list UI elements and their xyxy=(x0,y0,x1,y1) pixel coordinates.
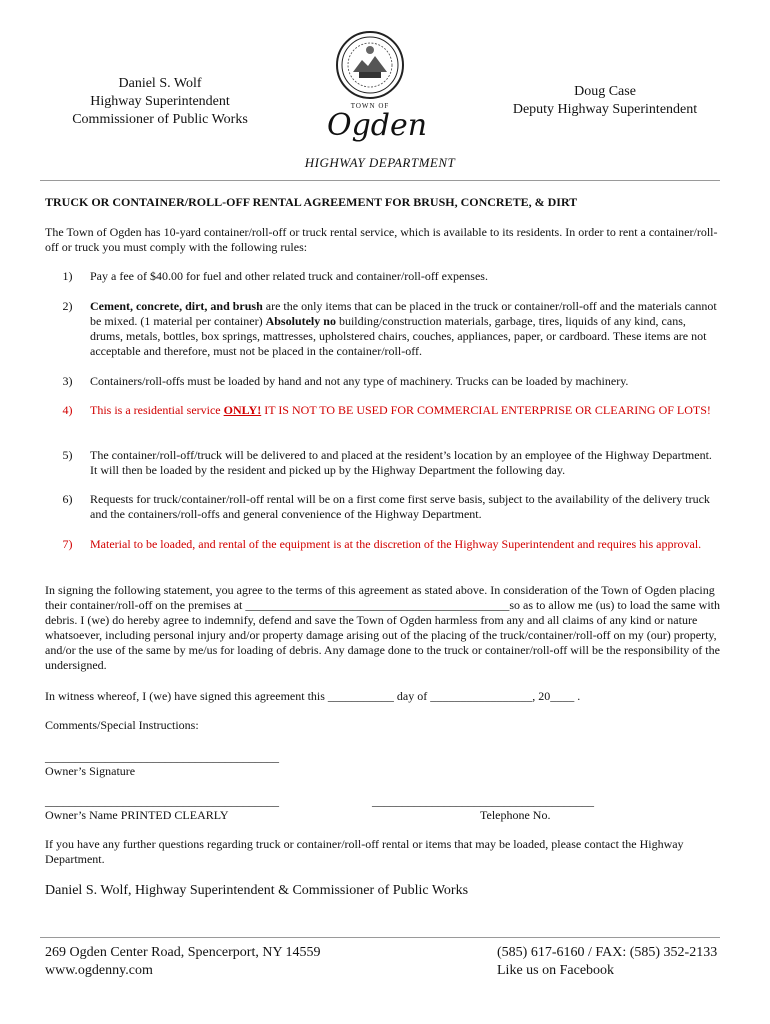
owner-signature-line[interactable]: _______________________________________ xyxy=(45,750,279,764)
deputy-block xyxy=(500,83,710,119)
rule-item-6 xyxy=(45,492,720,522)
owner-name-line[interactable]: _______________________________________ xyxy=(45,794,279,808)
rule-text-part: are the only items that can be placed in the truck or container/roll-off and the materials cannot be mixed. (1 material per container) xyxy=(90,299,717,328)
agreement-title: TRUCK OR CONTAINER/ROLL-OFF RENTAL AGREEMENT FOR BRUSH, CONCRETE, & DIRT xyxy=(45,195,578,209)
footer-right xyxy=(497,944,717,980)
rule-bold-materials: Cement, concrete, dirt, and brush xyxy=(90,299,263,313)
rule-number: 6) xyxy=(62,492,73,506)
telephone-line[interactable]: _____________________________________ xyxy=(372,794,594,808)
footer-divider xyxy=(40,937,720,938)
agreement-paragraph: In signing the following statement, you agree to the terms of this agreement as stated above. In consideration of the Town of Ogden placing their container/roll-off on the premises at ____________________________________________so as to allow me (us) to load the same with debris. I (we) do hereby agree to indemnify, defend and save the Town of Ogden harmless from any and all claims of any kind or nature whatsoever, including personal injury and/or property damage arising out of the placing of the truck/container/roll-off on my (our) property, and/or the use of the same by me/us for loading of debris. Any damage done to the truck or container/roll-off will be the responsibility of the undersigned. xyxy=(45,583,721,672)
rule-item-4 xyxy=(45,403,720,418)
witness-statement: In witness whereof, I (we) have signed this agreement this ___________ day of _________________, 20____ . xyxy=(45,689,581,703)
rule-text xyxy=(90,299,720,359)
rule-item-7 xyxy=(45,537,720,552)
rule-text-part: This is a residential service xyxy=(90,403,224,417)
logo-town-name: Ogden xyxy=(327,108,428,143)
superintendent-title: Highway Superintendent xyxy=(90,94,230,109)
closing-signature: Daniel S. Wolf, Highway Superintendent & Commissioner of Public Works xyxy=(45,883,469,898)
footer-website[interactable]: www.ogdenny.com xyxy=(45,963,153,978)
rule-emphasis: ONLY! xyxy=(223,403,262,417)
comments-label: Comments/Special Instructions: xyxy=(45,718,199,732)
rule-number: 2) xyxy=(62,299,73,313)
department-name: HIGHWAY DEPARTMENT xyxy=(304,155,456,170)
rule-text-part: IT IS NOT TO BE USED FOR COMMERCIAL ENTERPRISE OR CLEARING OF LOTS! xyxy=(261,403,711,417)
superintendent-block xyxy=(60,75,260,129)
telephone-label: Telephone No. xyxy=(480,808,551,822)
rule-number: 3) xyxy=(62,374,73,388)
rule-item-2 xyxy=(45,299,720,359)
rule-text: The container/roll-off/truck will be delivered to and placed at the resident’s location by an employee of the Highway Department. It will then be loaded by the resident and picked up by the Highway Department the following day. xyxy=(90,448,712,477)
rule-number: 7) xyxy=(62,537,73,551)
rule-number: 4) xyxy=(62,403,73,417)
footer-left xyxy=(45,944,321,980)
rule-text: Requests for truck/container/roll-off rental will be on a first come first serve basis, subject to the availability of the delivery truck and the containers/roll-offs and general convenience of the Highway Department. xyxy=(90,492,710,521)
superintendent-name: Daniel S. Wolf xyxy=(118,76,202,91)
owner-signature-label: Owner’s Signature xyxy=(45,764,136,778)
footer-facebook-link[interactable]: Like us on Facebook xyxy=(497,963,615,978)
rule-item-3 xyxy=(45,374,720,389)
town-seal-icon xyxy=(335,30,405,100)
rule-number: 5) xyxy=(62,448,73,462)
deputy-title: Deputy Highway Superintendent xyxy=(512,102,698,117)
rule-text-part: building/construction materials, garbage, tires, liquids of any kind, cans, drums, metals, bottles, box springs, mattresses, upholstered chairs, couches, appliances, paper, or cardboard. These items are not acceptable and therefore, must not be placed in the container/roll-off. xyxy=(90,314,707,358)
rule-item-1 xyxy=(45,269,720,284)
rule-text: Pay a fee of $40.00 for fuel and other related truck and container/roll-off expenses. xyxy=(90,269,488,283)
rule-number: 1) xyxy=(62,269,73,283)
header-divider xyxy=(40,180,720,181)
footer-address: 269 Ogden Center Road, Spencerport, NY 14559 xyxy=(45,945,321,960)
rule-text: Containers/roll-offs must be loaded by hand and not any type of machinery. Trucks can be loaded by machinery. xyxy=(90,374,629,388)
deputy-name: Doug Case xyxy=(574,84,636,99)
rule-text xyxy=(90,403,720,418)
logo-town-of: TOWN OF xyxy=(350,102,390,110)
commissioner-title: Commissioner of Public Works xyxy=(72,112,248,127)
questions-paragraph: If you have any further questions regarding truck or container/roll-off rental or items that may be loaded, please contact the Highway Department. xyxy=(45,837,684,866)
owner-name-label: Owner’s Name PRINTED CLEARLY xyxy=(45,808,229,822)
rule-item-5 xyxy=(45,448,720,478)
rule-bold-prohibited: Absolutely no xyxy=(265,314,336,328)
rule-text: Material to be loaded, and rental of the equipment is at the discretion of the Highway Superintendent and requires his approval. xyxy=(90,537,702,551)
footer-phone: (585) 617-6160 / FAX: (585) 352-2133 xyxy=(497,945,718,960)
intro-paragraph: The Town of Ogden has 10-yard container/roll-off or truck rental service, which is available to its residents. In order to rent a container/roll-off or truck you must comply with the following rules: xyxy=(45,225,718,254)
